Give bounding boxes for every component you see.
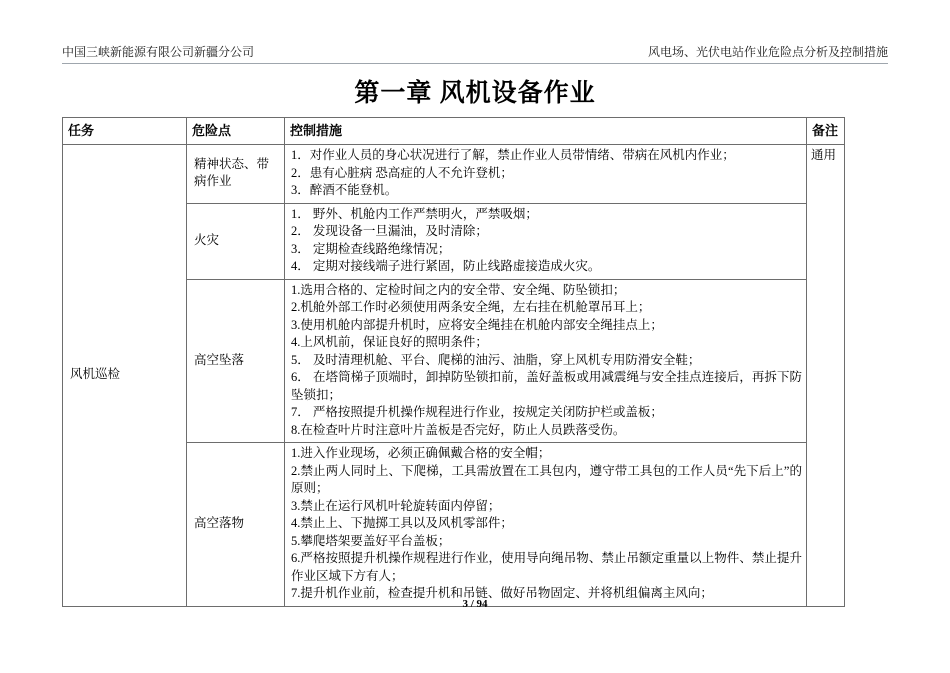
measure-item: 3.使用机舱内部提升机时，应将安全绳挂在机舱内部安全绳挂点上； [291, 317, 663, 332]
measure-item: 1．对作业人员的身心状况进行了解，禁止作业人员带情绪、带病在风机内作业； [291, 148, 735, 162]
header-company-name: 中国三峡新能源有限公司新疆分公司 [62, 45, 255, 59]
measure-list [291, 206, 802, 276]
measure-list [291, 445, 802, 603]
measure-list [291, 282, 802, 440]
measure-item: 4． 定期对接线端子进行紧固，防止线路虚接造成火灾。 [291, 259, 601, 273]
measure-item: 3.禁止在运行风机叶轮旋转面内停留； [291, 498, 501, 513]
risk-control-table [62, 117, 845, 607]
measure-item: 1.选用合格的、定检时间之内的安全带、安全绳、防坠锁扣； [291, 282, 626, 297]
page-number-footer: 3 / 94 [462, 598, 488, 610]
control-measures-cell [285, 203, 807, 279]
measure-item: 6.严格按照提升机操作规程进行作业，使用导向绳吊物、禁止吊额定重量以上物件、禁止提升作业区域下方有人； [291, 551, 802, 583]
hazard-cell: 精神状态、带病作业 [187, 145, 285, 204]
control-measures-cell [285, 443, 807, 607]
measure-item: 3．醉酒不能登机。 [291, 183, 398, 197]
measure-item: 7.提升机作业前，检查提升机和吊链、做好吊物固定、并将机组偏离主风向； [291, 586, 713, 600]
measure-item: 5.攀爬塔架要盖好平台盖板； [291, 533, 451, 548]
table-header [63, 118, 845, 145]
column-header-control-measures: 控制措施 [285, 118, 807, 145]
column-header-task: 任务 [63, 118, 187, 145]
column-header-hazard: 危险点 [187, 118, 285, 145]
measure-item: 2．患有心脏病 恐高症的人不允许登机； [291, 165, 513, 180]
measure-item: 3． 定期检查线路绝缘情况； [291, 241, 451, 256]
control-measures-cell [285, 145, 807, 204]
measure-item: 7． 严格按照提升机操作规程进行作业，按规定关闭防护栏或盖板； [291, 405, 663, 419]
task-cell-wind-turbine-inspection: 风机巡检 [63, 145, 187, 607]
measure-item: 4.上风机前，保证良好的照明条件； [291, 335, 488, 349]
hazard-cell: 高空坠落 [187, 279, 285, 443]
remarks-cell: 通用 [807, 145, 845, 607]
measure-item: 1． 野外、机舱内工作严禁明火，严禁吸烟； [291, 206, 538, 221]
measure-item: 5． 及时清理机舱、平台、爬梯的油污、油脂，穿上风机专用防滑安全鞋； [291, 352, 701, 367]
measure-item: 2.禁止两人同时上、下爬梯，工具需放置在工具包内，遵守带工具包的工作人员“先下后上”的原则； [291, 463, 802, 495]
header-document-title: 风电场、光伏电站作业危险点分析及控制措施 [647, 45, 888, 59]
hazard-cell: 高空落物 [187, 443, 285, 607]
control-measures-cell [285, 279, 807, 443]
table-body [63, 145, 845, 607]
measure-item: 2． 发现设备一旦漏油，及时清除； [291, 224, 488, 238]
table-row [63, 145, 845, 204]
column-header-remarks: 备注 [807, 118, 845, 145]
table-header-row [63, 118, 845, 145]
measure-item: 6． 在塔筒梯子顶端时，卸掉防坠锁扣前，盖好盖板或用减震绳与安全挂点连接后，再拆下防坠锁扣； [291, 370, 802, 402]
chapter-heading: 第一章 风机设备作业 [354, 80, 596, 107]
measure-item: 1.进入作业现场，必须正确佩戴合格的安全帽； [291, 446, 551, 460]
measure-item: 8.在检查叶片时注意叶片盖板是否完好，防止人员跌落受伤。 [291, 422, 626, 437]
measure-list [291, 147, 802, 200]
measure-item: 2.机舱外部工作时必须使用两条安全绳，左右挂在机舱罩吊耳上； [291, 300, 651, 314]
running-header [62, 44, 888, 64]
hazard-cell: 火灾 [187, 203, 285, 279]
measure-item: 4.禁止上、下抛掷工具以及风机零部件； [291, 516, 513, 530]
